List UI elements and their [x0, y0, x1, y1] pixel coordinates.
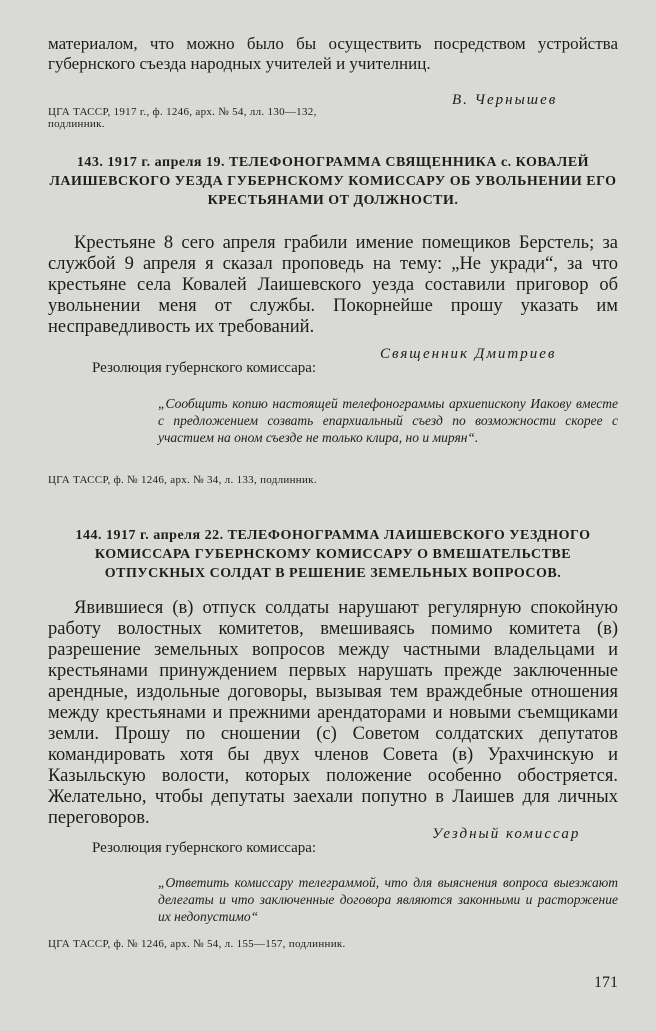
doc-143-signature: Священник Дмитриев: [380, 346, 557, 362]
doc-144-resolution-label: Резолюция губернского комиссара:: [92, 840, 317, 856]
doc-144-body: Явившиеся (в) отпуск солдаты нарушают регулярную спокойную работу волостных комитетов, вмешиваясь помимо комитета (в) разрешение земельных вопросов между частными владельцами и крестьянами принуждением первых нарушать прежде заключенные арендные, издольные договоры, вызывая тем враждебные отношения между крестьянами и прежними арендаторами и новыми съемщиками земли. Прошу по сношении (с) Советом солдатских депутатов командировать хотя бы двух членов Совета (в) Урахчинскую и Казыльскую волости, которых положение особенно обостряется. Желательно, чтобы депутаты заехали попутно в Лаишев для личных переговоров.: [48, 598, 618, 828]
doc-144-signature: Уездный комиссар: [432, 826, 581, 842]
intro-signature: В. Чернышев: [452, 92, 558, 108]
intro-paragraph: материалом, что можно было бы осуществить посредством устройства губернского съезда народных учителей и учителниц.: [48, 34, 618, 73]
doc-143-heading: 143. 1917 г. апреля 19. ТЕЛЕФОНОГРАММА СВЯЩЕННИКА с. КОВАЛЕЙ ЛАИШЕВСКОГО УЕЗДА ГУБЕРНСКОМУ КОМИССАРУ ОБ УВОЛЬНЕНИИ ЕГО КРЕСТЬЯНАМИ ОТ ДОЛЖНОСТИ.: [49, 155, 617, 208]
page-number: 171: [594, 974, 618, 991]
doc-144-archive-ref: ЦГА ТАССР, ф. № 1246, арх. № 54, л. 155—157, подлинник.: [48, 938, 346, 950]
doc-144-heading: 144. 1917 г. апреля 22. ТЕЛЕФОНОГРАММА ЛАИШЕВСКОГО УЕЗДНОГО КОМИССАРА ГУБЕРНСКОМУ КОМИССАРУ О ВМЕШАТЕЛЬСТВЕ ОТПУСКНЫХ СОЛДАТ В РЕШЕНИЕ ЗЕМЕЛЬНЫХ ВОПРОСОВ.: [75, 528, 591, 581]
doc-143-resolution: „Сообщить копию настоящей телефонограммы архиепископу Иакову вместе с предложением созвать епархиальный съезд по возможности скорее с участием на оном съезде не только клира, но и мирян“.: [158, 396, 618, 445]
doc-144-resolution: „Ответить комиссару телеграммой, что для выяснения вопроса выезжают делегаты и что заключенные договора являются законными и расторжение их недопустимо“: [158, 875, 618, 924]
doc-143-resolution-label: Резолюция губернского комиссара:: [92, 360, 317, 376]
doc-143-body: Крестьяне 8 сего апреля грабили имение помещиков Берстель; за службой 9 апреля я сказал проповедь на тему: „Не укради“, за что крестьяне села Ковалей Лаишевского уезда составили приговор об увольнении меня от службы. Покорнейше прошу указать им несправедливость их требований.: [48, 233, 618, 337]
intro-archive-ref: ЦГА ТАССР, 1917 г., ф. 1246, арх. № 54, лл. 130—132, подлинник.: [48, 106, 317, 130]
doc-143-archive-ref: ЦГА ТАССР, ф. № 1246, арх. № 34, л. 133, подлинник.: [48, 474, 317, 486]
